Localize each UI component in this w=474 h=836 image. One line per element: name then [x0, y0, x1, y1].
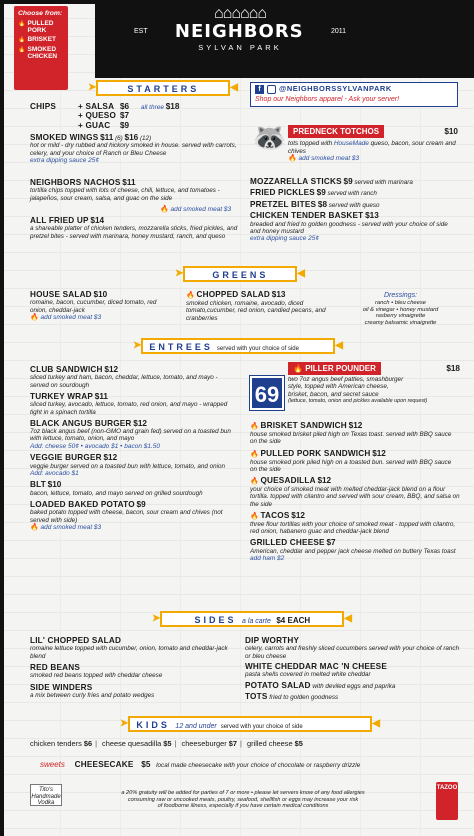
- dressings-list: Dressings: ranch • bleu cheese oil & vinegar • honey mustard rasberry vinaigrette creamy balsamic vinaigrette: [362, 292, 439, 327]
- entrees-banner: ➤ ENTREES served with your choice of side ◀: [133, 338, 343, 354]
- arrow-left-icon: ➤: [133, 340, 142, 352]
- flame-icon: 🔥: [186, 292, 195, 299]
- flame-icon: 🔥: [160, 206, 169, 213]
- side-item: DIP WORTHY celery, carrots and freshly sliced cucumbers served with your choice of ranch or bleu cheese: [245, 636, 460, 660]
- flame-icon: 🔥: [18, 47, 26, 54]
- social-handle[interactable]: @NEIGHBORSSYLVANPARK: [279, 84, 392, 94]
- nachos-item: NEIGHBORS NACHOS $11 tortilla chips topped with lots of cheese, chili, lettuce, and tomatoes - jalapeños, sour cream, salsa, and guac on the side: [30, 178, 220, 202]
- kids-banner: ➤ KIDS 12 and under served with your choice of side ◀: [120, 716, 380, 732]
- flame-icon: 🔥: [288, 154, 297, 162]
- quesadilla-item: 🔥 QUESADILLA $12 your choice of smoked meat with melted cheddar-jack blend on a flour tortilla. topped with cilantro and served with sour cream, BBQ, and salsa on the side: [250, 476, 460, 508]
- fried-up-item: ALL FRIED UP $14 a shareable platter of chicken tenders, mozzarella sticks, fried pickles, and pretzel bites - served with marinara, honey mustard, ranch, and queso: [30, 216, 238, 240]
- kids-item: cheeseburger $7: [181, 739, 237, 748]
- arrow-right-icon: ◀: [335, 340, 343, 352]
- flame-icon: 🔥: [250, 423, 259, 430]
- chips-item: CHIPS + SALSA $6 all three $18 + QUESO $7 + GUAC $9: [30, 102, 180, 130]
- club-item: CLUB SANDWICH $12 sliced turkey and ham, bacon, cheddar, lettuce, tomato, and mayo - served on sourdough: [30, 365, 218, 389]
- brand-name: NEIGHBORS: [174, 21, 304, 42]
- flame-icon: 🔥: [18, 37, 26, 44]
- titos-logo: Tito's Handmade Vodka: [30, 784, 62, 806]
- sweets-label: sweets: [40, 760, 65, 769]
- flame-icon: 🔥: [293, 364, 303, 373]
- chips-name: CHIPS: [30, 102, 57, 111]
- arrow-right-icon: ◀: [230, 82, 238, 94]
- choose-item-chicken: 🔥 SMOKED CHICKEN: [18, 46, 58, 61]
- pork-item: 🔥 PULLED PORK SANDWICH $12 house smoked pork piled high on a toasted bun. served with BBQ sauce on the side: [250, 448, 452, 473]
- sweets-row: sweets CHEESECAKE $5 local made cheesecake with your choice of chocolate or raspberry drizzle: [40, 760, 361, 769]
- brand-logo: [130, 6, 350, 74]
- veggie-item: VEGGIE BURGER $12 veggie burger served on a toasted bun with lettuce, tomato, and onion Add: avocado $1: [30, 453, 225, 477]
- arrow-right-icon: ◀: [344, 613, 352, 625]
- grilled-item: GRILLED CHEESE $7 American, cheddar and pepper jack cheese melted on buttery Texas toast add ham $2: [250, 538, 456, 562]
- arrow-left-icon: ➤: [152, 613, 161, 625]
- side-item: RED BEANS smoked red beans topped with cheddar cheese: [30, 662, 163, 680]
- flame-icon: 🔥: [30, 523, 39, 531]
- arrow-left-icon: ➤: [88, 82, 97, 94]
- side-item: SIDE WINDERS a mix between curly fries and potato wedges: [30, 682, 155, 699]
- arrow-left-icon: ➤: [120, 718, 129, 730]
- flame-icon: 🔥: [30, 313, 39, 321]
- flame-icon: 🔥: [18, 20, 26, 27]
- kids-item: grilled cheese $5: [246, 739, 303, 748]
- brand-subtitle: SYLVAN PARK: [198, 42, 282, 52]
- arrow-left-icon: ➤: [175, 268, 184, 280]
- footer-notice: a 20% gratuity will be added for parties of 7 or more • please let servers know of any food allergies consuming raw or uncooked meats, poultry, seafood, shellfish or eggs may increase your risk of foodborne illness, especially if you have certain medical conditions: [121, 790, 365, 810]
- meat-choice-box: [14, 6, 68, 90]
- entrees-right: [250, 421, 460, 562]
- est-year: 2011: [330, 28, 346, 36]
- side-item: WHITE CHEDDAR MAC 'N CHEESE pasta shells covered in melted white cheddar: [245, 661, 387, 679]
- flame-icon: 🔥: [250, 478, 259, 486]
- sides-left: [30, 636, 240, 699]
- choose-title: Choose from:: [18, 10, 63, 17]
- mascot-icon: 🦝: [252, 122, 287, 153]
- left-strip: [0, 4, 4, 836]
- brisket-item: 🔥 BRISKET SANDWICH $12 house smoked brisket piled high on Texas toast. served with BBQ sauce on the side: [250, 421, 452, 446]
- chopped-salad-item: 🔥 CHOPPED SALAD $13 smoked chicken, romaine, avocado, diced tomato,cucumber, red onion, candied pecans, and cranberries: [186, 290, 326, 322]
- sides-banner: ➤ SIDES a la carte $4 EACH ◀: [152, 611, 352, 627]
- side-item: LIL' CHOPPED SALAD romaine lettuce topped with cucumber, onion, tomato and cheddar-jack blend: [30, 636, 228, 660]
- arrow-right-icon: ◀: [297, 268, 305, 280]
- instagram-icon[interactable]: [267, 85, 276, 94]
- flame-icon: 🔥: [250, 450, 259, 458]
- blt-item: BLT $10 bacon, lettuce, tomato, and mayo served on grilled sourdough: [30, 480, 203, 497]
- nachos-addon: 🔥 add smoked meat $3: [160, 206, 232, 213]
- facebook-icon[interactable]: f: [255, 85, 264, 94]
- choose-item-pork: 🔥 PULLED PORK: [18, 19, 54, 34]
- flame-icon: 🔥: [250, 512, 259, 520]
- house-salad-item: HOUSE SALAD $10 romaine, bacon, cucumber, diced tomato, red onion, cheddar-jack 🔥 add smoked meat $3: [30, 290, 157, 321]
- kids-items: chicken tenders $6 | cheese quesadilla $5 | cheeseburger $7 | grilled cheese $5: [30, 739, 303, 748]
- wrap-item: TURKEY WRAP $11 sliced turkey, avocado, lettuce, tomato, red onion, and mayo - wrapped tight in a spinach tortilla: [30, 391, 228, 416]
- houses-icon: ⌂⌂⌂⌂⌂⌂: [214, 5, 266, 22]
- starters-banner: [88, 80, 238, 96]
- social-box: [250, 82, 458, 107]
- starters-title: STARTERS: [96, 80, 230, 96]
- potato-item: LOADED BAKED POTATO $9 baked potato topped with cheese, bacon, sour cream and chives (not served with side) 🔥 add smoked meat $3: [30, 499, 223, 531]
- kids-item: chicken tenders $6: [30, 739, 93, 748]
- totchos-item: PREDNECK TOTCHOS $10 tots topped with HouseMade queso, bacon, sour cream and chives 🔥 add smoked meat $3: [288, 126, 458, 162]
- side-item: TOTS fried to golden goodness: [245, 691, 339, 701]
- right-starters: MOZZARELLA STICKS $9 served with marinara FRIED PICKLES $9 served with ranch PRETZEL BITES $8 served with queso CHICKEN TENDER BASKET $13 breaded and fried to golden goodness - served with your choice of side and honey mustard extra dipping sauce 25¢: [250, 177, 448, 243]
- social-sub: Shop our Neighbors apparel - Ask your server!: [255, 96, 400, 103]
- piller-item: 🔥 PILLER POUNDER $18 two 7oz angus beef patties, smashburger style, topped with American cheese, brisket, bacon, and secret sauce (lettuce, tomato, onion and pickles available upon request): [288, 363, 460, 404]
- entrees-left: [30, 365, 235, 532]
- kids-item: cheese quesadilla $5: [102, 739, 172, 748]
- side-item: POTATO SALAD with deviled eggs and paprika: [245, 680, 396, 690]
- tacos-item: 🔥 TACOS $12 three flour tortillas with your choice of smoked meat - topped with cilantro, red onion, habanero guac and cheddar-jack blend: [250, 510, 456, 536]
- choose-item-brisket: 🔥 BRISKET: [18, 36, 57, 44]
- arrow-right-icon: ◀: [372, 718, 380, 730]
- est-label: EST: [134, 28, 148, 36]
- burger-item: BLACK ANGUS BURGER $12 7oz black angus beef (non-GMO and grain fed) served on a toasted bun with lettuce, tomato, onion, and mayo Add: cheese 50¢ • avocado $1 • bacon $1.50: [30, 418, 231, 450]
- wings-item: SMOKED WINGS $11 (6) $16 (12) hot or mild - dry rubbed and hickory smoked in house. served with carrots, celery, and your choice of Ranch or Bleu Cheese extra dipping sauce 25¢: [30, 133, 237, 164]
- greens-banner: ➤ GREENS ◀: [175, 266, 305, 282]
- sides-right: [245, 636, 463, 701]
- badge-69: 69: [250, 376, 284, 410]
- tazoo-logo: TAZOO: [436, 782, 458, 820]
